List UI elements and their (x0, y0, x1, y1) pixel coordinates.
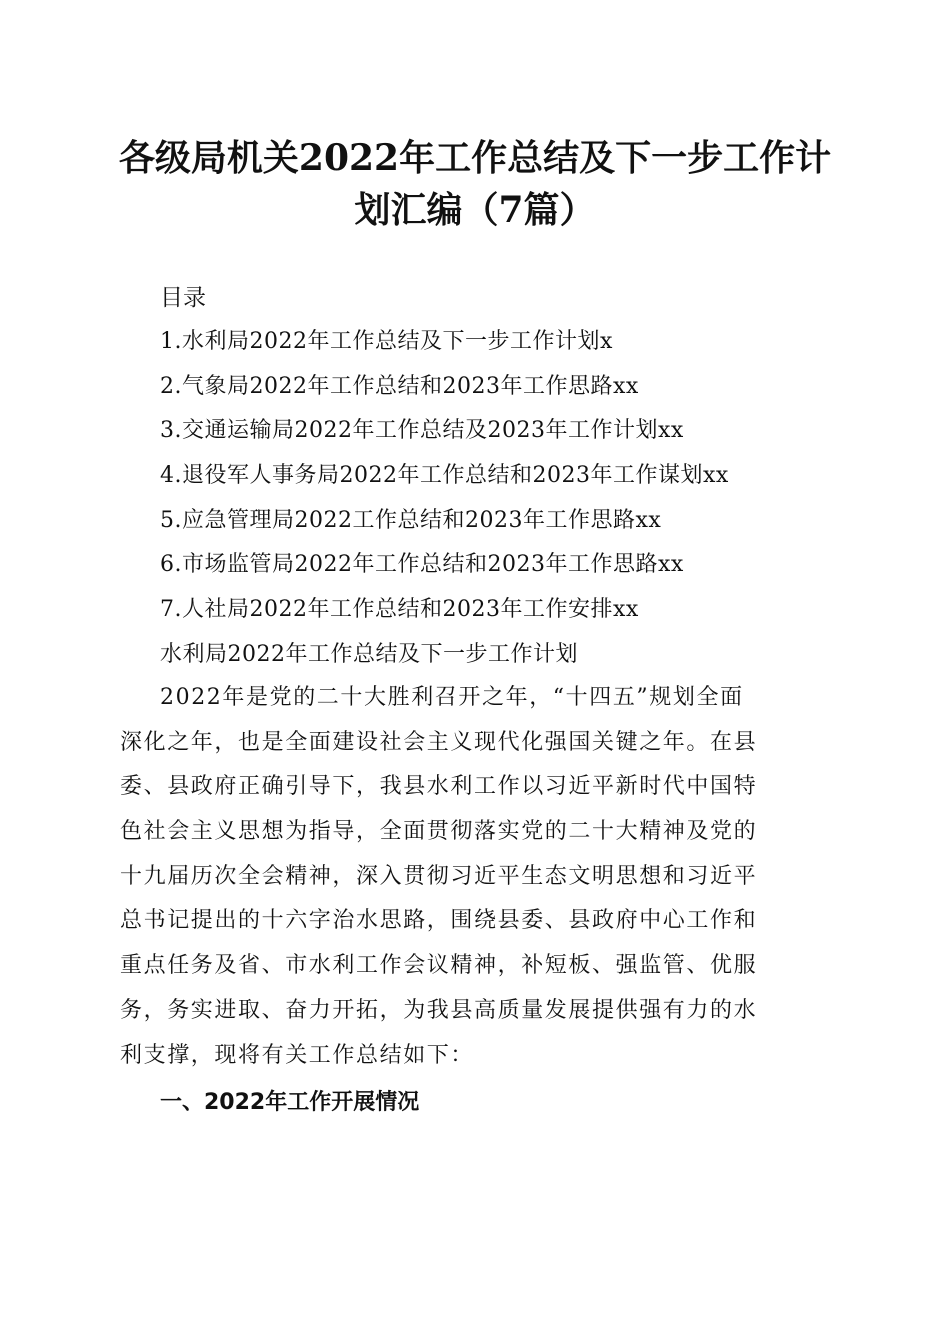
table-of-contents (160, 327, 729, 640)
toc-item[interactable]: 6.市场监管局2022年工作总结和2023年工作思路xx (160, 552, 684, 578)
paragraph-line: 务，务实进取、奋力开拓，为我县高质量发展提供强有力的水 (120, 997, 758, 1023)
paragraph-line: 十九届历次全会精神，深入贯彻习近平生态文明思想和习近平 (120, 863, 758, 889)
subheading: 一、2022年工作开展情况 (160, 1090, 420, 1115)
toc-item[interactable]: 3.交通运输局2022年工作总结及2023年工作计划xx (160, 418, 684, 444)
paragraph-line: 深化之年，也是全面建设社会主义现代化强国关键之年。在县 (120, 729, 758, 755)
toc-item[interactable]: 2.气象局2022年工作总结和2023年工作思路xx (160, 373, 639, 399)
toc-item[interactable]: 5.应急管理局2022工作总结和2023年工作思路xx (160, 507, 662, 533)
section-title: 水利局2022年工作总结及下一步工作计划 (160, 642, 578, 667)
paragraph-line: 2022年是党的二十大胜利召开之年，“十四五”规划全面 (160, 685, 744, 710)
paragraph-line: 总书记提出的十六字治水思路，围绕县委、县政府中心工作和 (120, 908, 758, 934)
toc-heading: 目录 (160, 285, 206, 311)
paragraph-line: 委、县政府正确引导下，我县水利工作以习近平新时代中国特 (120, 774, 758, 800)
toc-item[interactable]: 4.退役军人事务局2022年工作总结和2023年工作谋划xx (160, 463, 729, 489)
paragraph-line: 色社会主义思想为指导，全面贯彻落实党的二十大精神及党的 (120, 819, 758, 845)
paragraph-line: 利支撑，现将有关工作总结如下： (120, 1042, 475, 1068)
document-title (100, 132, 850, 236)
body-paragraph (120, 683, 830, 1085)
title-line-1: 各级局机关2022年工作总结及下一步工作计 (118, 137, 832, 179)
toc-item[interactable]: 7.人社局2022年工作总结和2023年工作安排xx (160, 597, 639, 623)
paragraph-line: 重点任务及省、市水利工作会议精神，补短板、强监管、优服 (120, 953, 758, 979)
toc-item[interactable]: 1.水利局2022年工作总结及下一步工作计划x (160, 329, 613, 354)
title-line-2: 划汇编（7篇） (354, 189, 596, 231)
